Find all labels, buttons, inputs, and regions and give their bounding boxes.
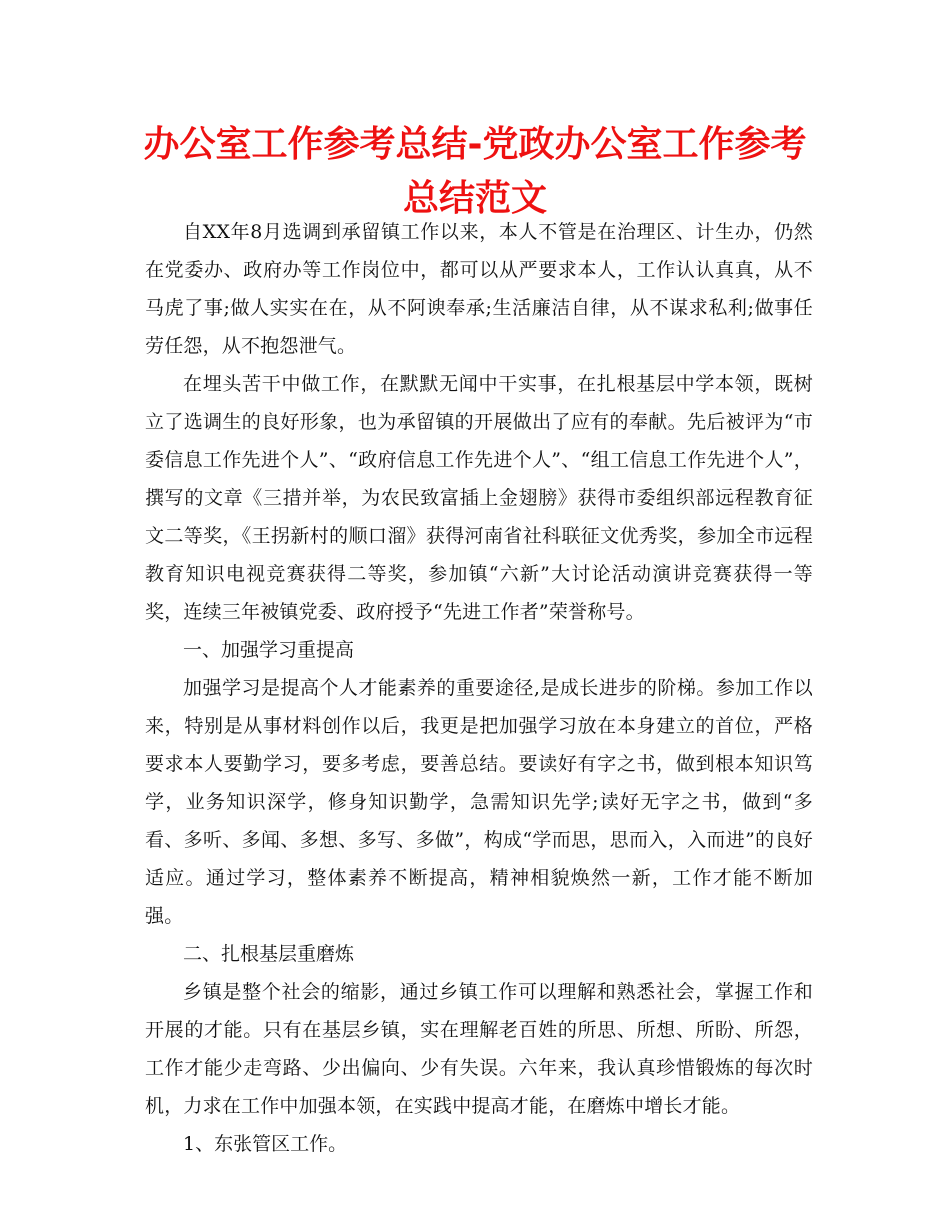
section-heading-study: 一、加强学习重提高 — [183, 639, 355, 661]
paragraph-intro: 自XX年8月选调到承留镇工作以来，本人不管是在治理区、计生办，仍然在党委办、政府办等工作岗位中，都可以从严要求本人，工作认认真真，从不马虎了事;做人实实在在，从不阿谀奉承;生活廉洁自律，从不谋求私利;做事任劳任怨，从不抱怨泄气。 — [145, 221, 813, 357]
document-body — [145, 213, 813, 1163]
document-title: 办公室工作参考总结-党政办公室工作参考总结范文 — [143, 124, 807, 219]
paragraph-achievements: 在埋头苦干中做工作，在默默无闻中干实事，在扎根基层中学本领，既树立了选调生的良好形象，也为承留镇的开展做出了应有的奉献。先后被评为“市委信息工作先进个人”、“政府信息工作先进个人”、“组工信息工作先进个人”，撰写的文章《三措并举，为农民致富插上金翅膀》获得市委组织部远程教育征文二等奖，《王拐新村的顺口溜》获得河南省社科联征文优秀奖，参加全市远程教育知识电视竞赛获得二等奖，参加镇“六新”大讨论活动演讲竞赛获得一等奖，连续三年被镇党委、政府授予“先进工作者”荣誉称号。 — [145, 373, 813, 623]
section-heading-grassroots: 二、扎根基层重磨炼 — [183, 943, 355, 965]
paragraph-study: 加强学习是提高个人才能素养的重要途径,是成长进步的阶梯。参加工作以来，特别是从事材料创作以后，我更是把加强学习放在本身建立的首位，严格要求本人要勤学习，要多考虑，要善总结。要读好有字之书，做到根本知识笃学，业务知识深学，修身知识勤学，急需知识先学;读好无字之书，做到“多看、多听、多闻、多想、多写、多做”，构成“学而思，思而入，入而进”的良好适应。通过学习，整体素养不断提高，精神相貌焕然一新，工作才能不断加强。 — [145, 677, 813, 927]
subsection-heading-dongzhang: 1、东张管区工作。 — [183, 1133, 348, 1155]
paragraph-grassroots: 乡镇是整个社会的缩影，通过乡镇工作可以理解和熟悉社会，掌握工作和开展的才能。只有在基层乡镇，实在理解老百姓的所思、所想、所盼、所怨，工作才能少走弯路、少出偏向、少有失误。六年来，我认真珍惜锻炼的每次时机，力求在工作中加强本领，在实践中提高才能，在磨炼中增长才能。 — [145, 981, 813, 1117]
